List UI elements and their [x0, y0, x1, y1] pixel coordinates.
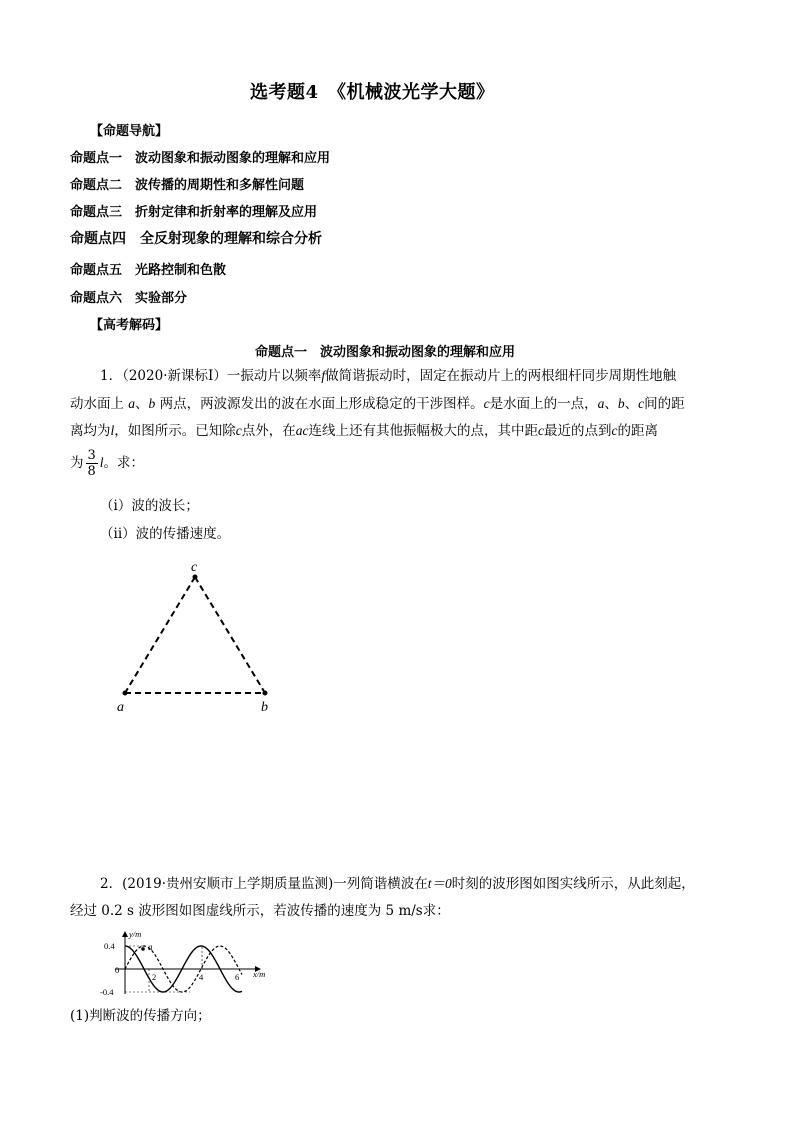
- q1-line-4: 为 $\frac{3}{8}$ l。求：: [70, 448, 145, 479]
- label-c: c: [191, 560, 198, 575]
- q1-sub-2: （ii）波的传播速度。: [100, 526, 231, 542]
- ytick-top: 0.4: [104, 941, 115, 951]
- fraction: $\frac{3}{8}$: [87, 448, 96, 479]
- xtick-2: 2: [152, 972, 157, 982]
- label-b: b: [261, 700, 268, 715]
- x-axis-label: x/m: [253, 969, 266, 979]
- nav-item-5: 命题点五 光路控制和色散: [70, 263, 227, 278]
- nav-header: 【命题导航】: [90, 124, 169, 139]
- origin-label: 0: [115, 965, 120, 975]
- q1-line-3: 离均为l，如图所示。已知除c点外，在ac连线上还有其他振幅极大的点，其中距c最近的点到c的距离: [70, 423, 659, 439]
- q2-line-2: 经过 0.2 s 波形图如图虚线所示，若波传播的速度为 5 m/s求：: [70, 903, 450, 919]
- y-axis-label: y/m: [129, 929, 142, 939]
- point-c: [193, 575, 198, 580]
- label-a: a: [117, 700, 124, 715]
- nav-item-2: 命题点二 波传播的周期性和多解性问题: [70, 178, 305, 193]
- ytick-bottom: -0.4: [100, 987, 114, 997]
- point-b: [263, 691, 268, 696]
- q1-sub-1: （i）波的波长；: [100, 498, 199, 514]
- page-title: 选考题4 《机械波光学大题》: [250, 82, 495, 103]
- nav-item-1: 命题点一 波动图象和振动图象的理解和应用: [70, 151, 331, 166]
- q2-sub-1: (1)判断波的传播方向；: [70, 1008, 211, 1024]
- point-a: [123, 691, 128, 696]
- xtick-6: 6: [235, 972, 240, 982]
- decode-header: 【高考解码】: [90, 318, 169, 333]
- section-title: 命题点一 波动图象和振动图象的理解和应用: [255, 345, 516, 360]
- q2-line-1: 2．(2019·贵州安顺市上学期质量监测)一列简谐横波在t＝0时刻的波形图如图实线所示，从此刻起，: [100, 876, 695, 892]
- q1-line-1: 1．（2020·新课标Ⅰ）一振动片以频率f做简谐振动时，固定在振动片上的两根细杆同步周期性地触: [100, 368, 677, 384]
- triangle-figure: [105, 555, 285, 720]
- edge-cb: [195, 577, 265, 693]
- point-a: [141, 947, 145, 951]
- xtick-4: 4: [199, 972, 204, 982]
- nav-item-4: 命题点四 全反射现象的理解和综合分析: [70, 231, 322, 247]
- wave-graph: [95, 928, 280, 1000]
- edge-ca: [125, 577, 195, 693]
- point-a-label: a: [148, 942, 153, 952]
- nav-item-3: 命题点三 折射定律和折射率的理解及应用: [70, 205, 318, 220]
- q1-line-2: 动水面上 a、b 两点，两波源发出的波在水面上形成稳定的干涉图样。c是水面上的一点，a、b、c间的距: [70, 396, 685, 412]
- nav-item-6: 命题点六 实验部分: [70, 291, 188, 306]
